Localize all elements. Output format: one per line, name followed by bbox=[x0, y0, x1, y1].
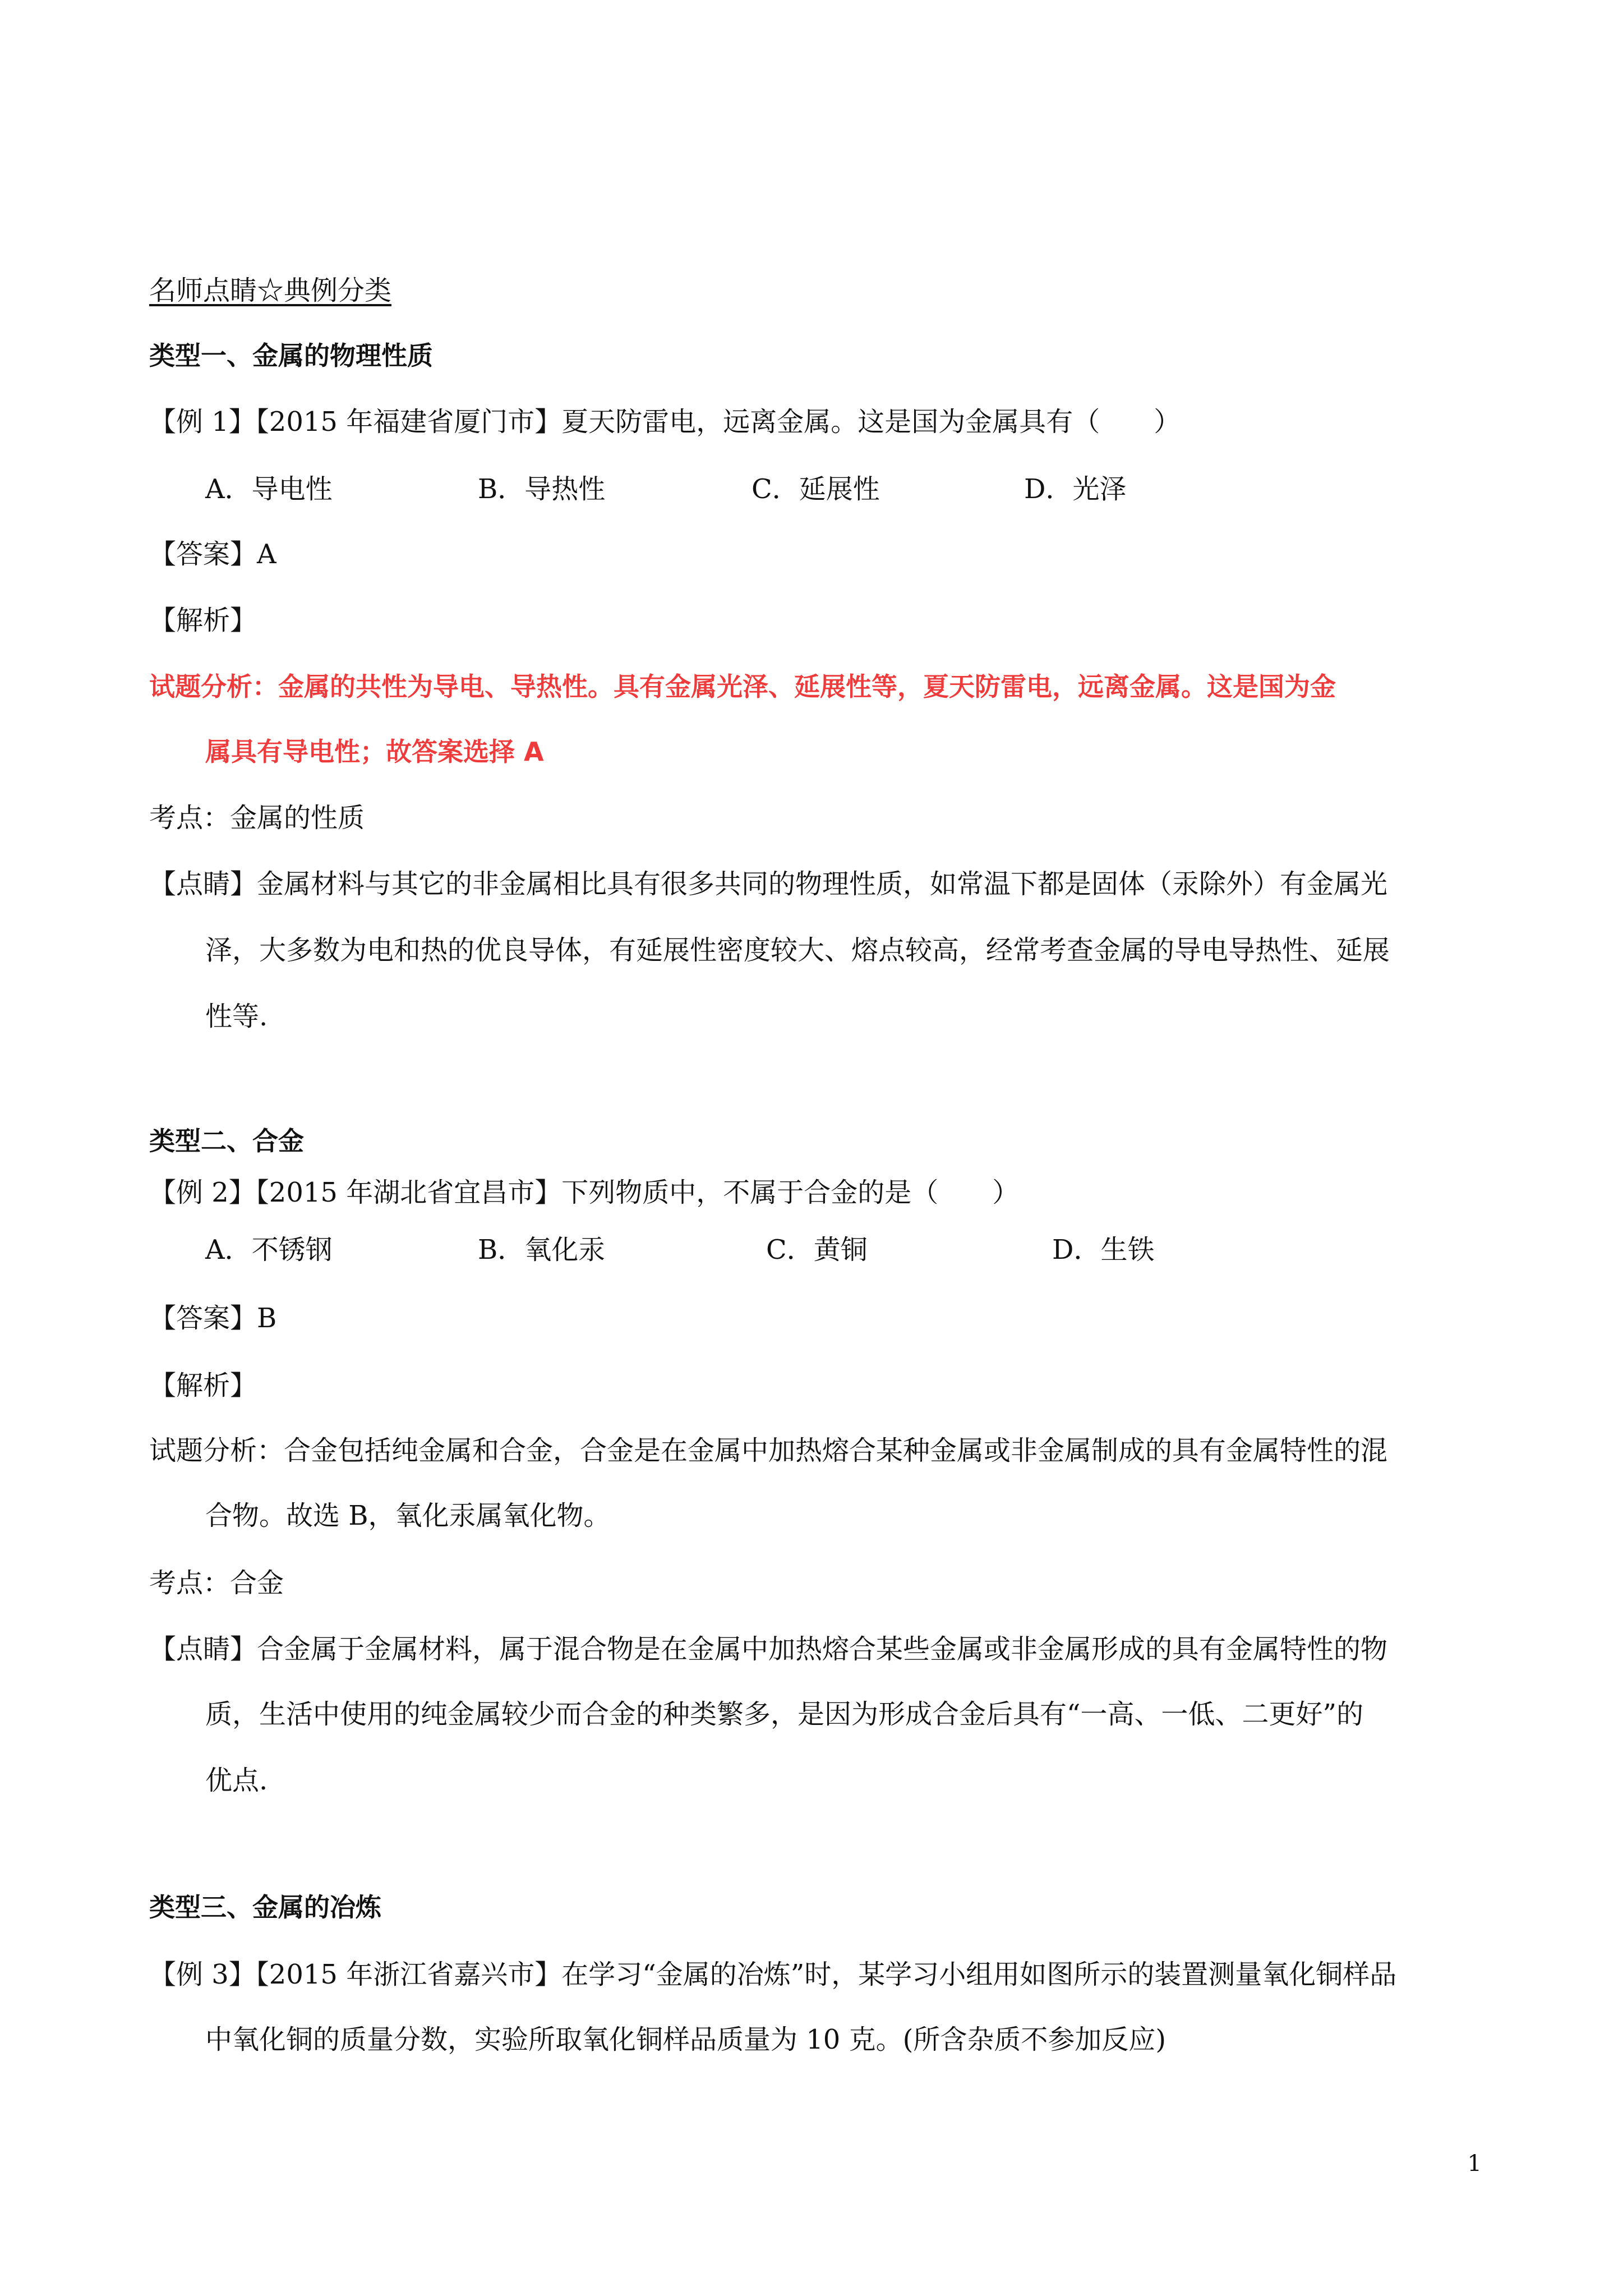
type2-question: 【例 2】【2015 年湖北省宜昌市】下列物质中，不属于合金的是（ ） bbox=[149, 1177, 1020, 1208]
type1-question: 【例 1】【2015 年福建省厦门市】夏天防雷电，远离金属。这是国为金属具有（ ） bbox=[149, 406, 1181, 438]
section-header: 名师点睛☆典例分类 bbox=[149, 275, 392, 306]
type2-analysis-line-1: 试题分析：合金包括纯金属和合金，合金是在金属中加热熔合某种金属或非金属制成的具有金属特性的混 bbox=[149, 1435, 1388, 1466]
type1-option-d: D．光泽 bbox=[1024, 473, 1127, 505]
type1-dianjing-line-1: 【点睛】金属材料与其它的非金属相比具有很多共同的物理性质，如常温下都是固体（汞除外）有金属光 bbox=[149, 868, 1388, 900]
type2-option-b: B．氧化汞 bbox=[478, 1234, 606, 1266]
type3-title: 类型三、金属的冶炼 bbox=[149, 1892, 381, 1922]
type1-option-a: A．导电性 bbox=[205, 473, 333, 505]
type1-answer: 【答案】A bbox=[149, 539, 276, 570]
type3-question-line-2: 中氧化铜的质量分数，实验所取氧化铜样品质量为 10 克。(所含杂质不参加反应) bbox=[205, 2024, 1166, 2055]
type1-dianjing-line-3: 性等. bbox=[205, 1001, 268, 1032]
type2-dianjing-line-1: 【点睛】合金属于金属材料，属于混合物是在金属中加热熔合某些金属或非金属形成的具有金属特性的物 bbox=[149, 1634, 1388, 1665]
type2-title: 类型二、合金 bbox=[149, 1126, 304, 1156]
type1-analysis-line-2: 属具有导电性；故答案选择 A bbox=[205, 737, 544, 767]
type2-analysis-label: 【解析】 bbox=[149, 1370, 257, 1401]
type2-option-a: A．不锈钢 bbox=[205, 1234, 333, 1266]
type2-option-d: D．生铁 bbox=[1052, 1234, 1155, 1266]
type1-option-c: C．延展性 bbox=[751, 473, 880, 505]
page-number: 1 bbox=[1467, 2151, 1482, 2177]
type2-analysis-line-2: 合物。故选 B，氧化汞属氧化物。 bbox=[205, 1500, 611, 1531]
type1-kaodian: 考点：金属的性质 bbox=[149, 802, 365, 834]
type1-analysis-label: 【解析】 bbox=[149, 605, 257, 636]
type1-title: 类型一、金属的物理性质 bbox=[149, 341, 433, 371]
type2-dianjing-line-2: 质，生活中使用的纯金属较少而合金的种类繁多，是因为形成合金后具有“一高、一低、二更好”的 bbox=[205, 1699, 1364, 1730]
type2-option-c: C．黄铜 bbox=[766, 1234, 868, 1266]
type1-option-b: B．导热性 bbox=[478, 473, 606, 505]
type3-question-line-1: 【例 3】【2015 年浙江省嘉兴市】在学习“金属的冶炼”时，某学习小组用如图所示的装置测量氧化铜样品 bbox=[149, 1959, 1397, 1990]
type2-dianjing-line-3: 优点. bbox=[205, 1765, 268, 1796]
type2-kaodian: 考点：合金 bbox=[149, 1567, 284, 1599]
type2-answer: 【答案】B bbox=[149, 1303, 277, 1334]
type1-analysis-line-1: 试题分析：金属的共性为导电、导热性。具有金属光泽、延展性等，夏天防雷电，远离金属。这是国为金 bbox=[149, 671, 1336, 702]
type1-dianjing-line-2: 泽，大多数为电和热的优良导体，有延展性密度较大、熔点较高，经常考查金属的导电导热性、延展 bbox=[205, 935, 1390, 966]
